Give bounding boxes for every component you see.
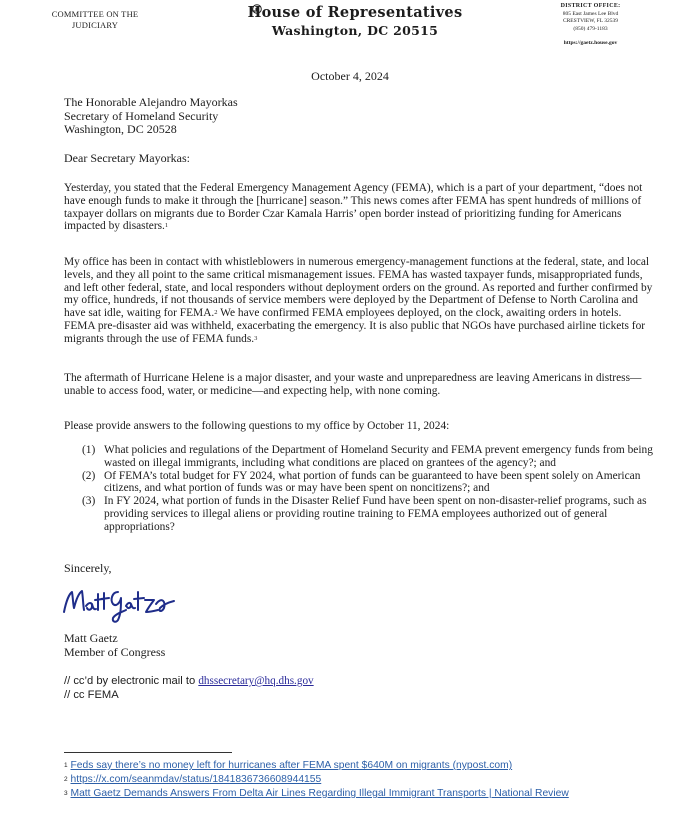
salutation: Dear Secretary Mayorkas:: [64, 151, 190, 165]
house-header: [240, 4, 470, 38]
question-text: What policies and regulations of the Department of Homeland Security and FEMA prevent emergency funds from being wasted on illegal immigrants, including what conditions are placed on grantees of the agency?; and: [104, 444, 653, 469]
house-city: Washington, DC 20515: [271, 23, 439, 38]
paragraph-2: [64, 256, 654, 346]
question-item: [82, 444, 662, 470]
recipient-line: The Honorable Alejandro Mayorkas: [64, 95, 238, 109]
website-link[interactable]: https://gaetz.house.gov: [563, 40, 618, 46]
recipient-line: Secretary of Homeland Security: [64, 108, 219, 123]
footnote-link[interactable]: Feds say there’s no money left for hurricanes after FEMA spent $640M on migrants (nypost.com): [70, 760, 513, 771]
question-number: (1): [82, 444, 96, 456]
footnote-item: [64, 787, 569, 801]
paragraph-text: Yesterday, you stated that the Federal Emergency Management Agency (FEMA), which is a part of your department, “does not have enough funds to make it through the [hurricane] season.” This news comes after FEMA has spent hundreds of millions of taxpayer dollars on migrants due to Border Czar Kamala Harris’ open border instead of prioritizing funding for Americans impacted by disasters.: [64, 182, 643, 233]
footnote-ref: 1: [164, 222, 169, 230]
footnote-item: [64, 759, 569, 773]
footnote-number: 2: [64, 776, 68, 783]
paragraph-4: [64, 420, 654, 433]
paragraph-1: [64, 182, 654, 233]
committee-label: [40, 9, 150, 31]
handwritten-signature: [60, 582, 178, 626]
question-number: (2): [82, 469, 96, 482]
recipient-address: [64, 96, 238, 137]
footnote-link[interactable]: Matt Gaetz Demands Answers From Delta Air Lines Regarding Illegal Immigrant Transports | National Review: [70, 788, 569, 799]
letter-date: October 4, 2024: [311, 69, 389, 83]
question-text: Of FEMA’s total budget for FY 2024, what portion of funds can be guaranteed to have been spent solely on American citizens, and what portion of funds was or may have been spent on noncitizens?; and: [104, 469, 641, 495]
paragraph-text: The aftermath of Hurricane Helene is a major disaster, and your waste and unpreparedness are leaving Americans in distress—unable to access food, water, or medicine—and expecting help, with none coming.: [64, 372, 642, 397]
paragraph-text: Please provide answers to the following questions to my office by October 11, 2024:: [64, 420, 450, 432]
footnote-item: [64, 773, 569, 787]
paragraph-text: My office has been in contact with whistleblowers in numerous emergency-management functions at the federal, state, and local levels, and they all point to the same critical mismanagement issues. FEMA has wasted taxpayer funds, misappropriated funds, and left other federal, state, and local responders without deployment orders on the ground. As reported and further confirmed by my office, hundreds, if not thousands of service members were deployed by the Department of Defense to North Carolina and have sat idle, waiting for FEMA.: [64, 256, 653, 320]
footnote-ref: 3: [254, 334, 258, 342]
footnote-number: 3: [64, 790, 68, 797]
recipient-line: Washington, DC 20528: [64, 122, 177, 136]
district-office-title: DISTRICT OFFICE:: [560, 3, 621, 9]
footnote-ref: 2: [214, 309, 218, 317]
question-list: [82, 444, 662, 534]
signer-block: [64, 631, 165, 659]
district-office-phone: (850) 479-1183: [573, 25, 608, 32]
committee-line-2: JUDICIARY: [71, 20, 119, 30]
cc-block: [64, 675, 314, 702]
district-office-street: 805 East James Lee Blvd: [562, 10, 619, 17]
paragraph-text-cont: We have confirmed FEMA employees deployed, on the clock, awaiting orders in hotels. FEMA pre-disaster aid was withheld, exacerbating the emergency. It is also public that NGOs have purchased airline tickets for migrants through the use of FEMA funds.: [64, 307, 646, 345]
signer-title: Member of Congress: [64, 645, 166, 659]
cc-line-1: [64, 675, 314, 689]
question-item: [82, 495, 662, 533]
footnote-link[interactable]: https://x.com/seanmdav/status/1841836736608944155: [70, 774, 322, 785]
district-office-city: CRESTVIEW, FL 32539: [562, 18, 619, 24]
question-text: In FY 2024, what portion of funds in the Disaster Relief Fund have been spent on non-disaster-relief programs, such as providing services to illegal aliens or providing routine training to FEMA employees authorized out of general appropriations?: [104, 495, 647, 533]
footnote-number: 1: [64, 762, 68, 769]
footnote-divider: [64, 752, 232, 753]
question-number: (3): [82, 495, 96, 508]
district-office-block: [548, 3, 633, 48]
signer-name: Matt Gaetz: [64, 631, 118, 645]
paragraph-3: [64, 372, 654, 398]
question-item: [82, 470, 662, 496]
house-title: House of Representatives: [247, 4, 463, 21]
committee-line-1: COMMITTEE ON THE: [51, 9, 139, 19]
email-link[interactable]: dhssecretary@hq.dhs.gov: [198, 675, 314, 687]
footnotes: [64, 759, 569, 801]
closing: Sincerely,: [64, 561, 112, 575]
cc-line-2: // cc FEMA: [64, 688, 119, 701]
cc-prefix: // cc’d by electronic mail to: [64, 675, 199, 687]
